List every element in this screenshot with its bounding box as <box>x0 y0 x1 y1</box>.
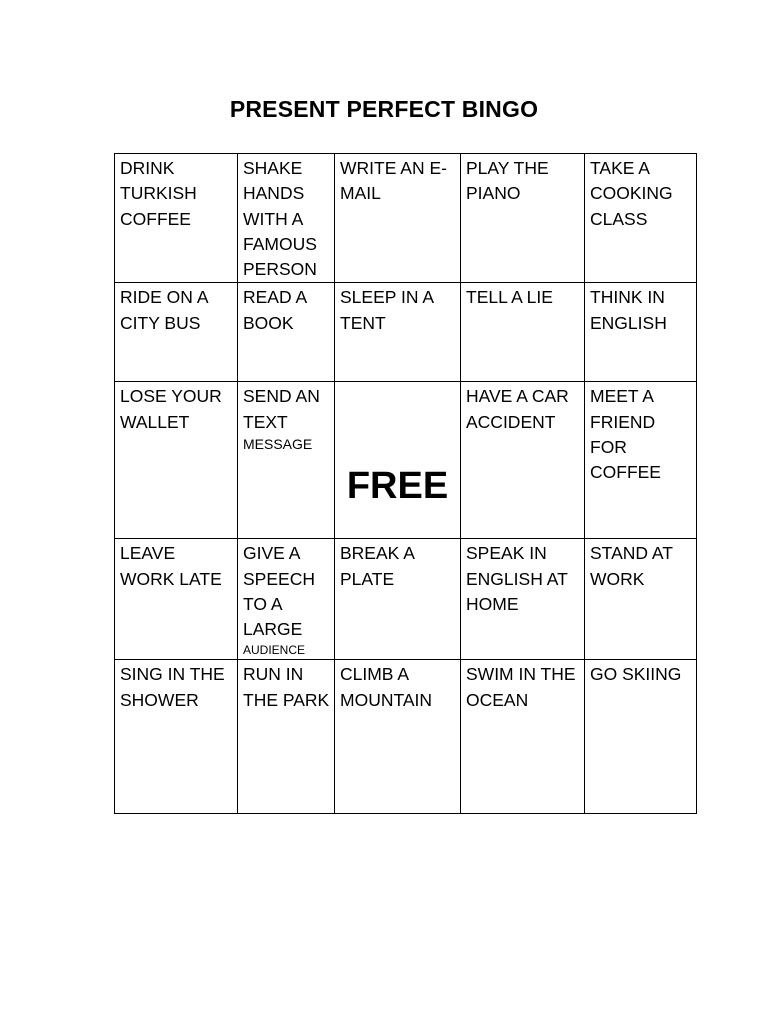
cell-text-small: AUDIENCE <box>243 642 306 657</box>
cell-text: READ A BOOK <box>243 287 307 333</box>
bingo-cell <box>115 283 238 382</box>
cell-text: SING IN THE SHOWER <box>120 664 225 710</box>
bingo-cell <box>115 382 238 539</box>
bingo-cell <box>461 382 585 539</box>
bingo-row-4 <box>115 539 697 660</box>
bingo-cell <box>335 283 461 382</box>
bingo-cell <box>585 154 697 283</box>
cell-text: RIDE ON A CITY BUS <box>120 287 208 333</box>
bingo-cell <box>585 539 697 660</box>
cell-text: SEND AN TEXT <box>243 386 320 432</box>
cell-text: WRITE AN E-MAIL <box>340 158 447 204</box>
cell-text: THINK IN ENGLISH <box>590 287 667 333</box>
bingo-cell <box>461 283 585 382</box>
bingo-cell <box>585 283 697 382</box>
bingo-cell <box>238 283 335 382</box>
cell-text: GO SKIING <box>590 664 682 685</box>
bingo-cell <box>585 382 697 539</box>
bingo-cell <box>335 539 461 660</box>
bingo-cell <box>461 660 585 814</box>
bingo-cell <box>115 660 238 814</box>
bingo-cell <box>335 660 461 814</box>
cell-text: HAVE A CAR ACCIDENT <box>466 386 569 432</box>
bingo-cell <box>461 154 585 283</box>
bingo-row-2 <box>115 283 697 382</box>
free-label: FREE <box>346 465 449 508</box>
cell-text: BREAK A PLATE <box>340 543 414 589</box>
cell-text: SHAKE HANDS WITH A FAMOUS PERSON <box>243 158 317 280</box>
bingo-cell <box>585 660 697 814</box>
cell-text: LOSE YOUR WALLET <box>120 386 222 432</box>
bingo-cell <box>115 154 238 283</box>
bingo-row-5 <box>115 660 697 814</box>
cell-text: SWIM IN THE OCEAN <box>466 664 576 710</box>
cell-text: SLEEP IN A TENT <box>340 287 434 333</box>
free-cell <box>335 382 461 539</box>
cell-text: RUN IN THE PARK <box>243 664 330 710</box>
cell-text: PLAY THE PIANO <box>466 158 549 204</box>
cell-text: LEAVE WORK LATE <box>120 543 222 589</box>
cell-text: CLIMB A MOUNTAIN <box>340 664 433 710</box>
bingo-cell <box>461 539 585 660</box>
bingo-row-3 <box>115 382 697 539</box>
bingo-card <box>114 153 697 814</box>
cell-text: SPEAK IN ENGLISH AT HOME <box>466 543 568 615</box>
cell-text: MEET A FRIEND FOR COFFEE <box>590 386 661 483</box>
bingo-cell <box>115 539 238 660</box>
bingo-cell <box>238 154 335 283</box>
bingo-cell <box>335 154 461 283</box>
page-title: PRESENT PERFECT BINGO <box>229 96 539 122</box>
bingo-cell <box>238 382 335 539</box>
cell-text: DRINK TURKISH COFFEE <box>120 158 197 229</box>
bingo-row-1 <box>115 154 697 283</box>
bingo-cell <box>238 539 335 660</box>
cell-text: TAKE A COOKING CLASS <box>590 158 673 229</box>
bingo-cell <box>238 660 335 814</box>
cell-text: TELL A LIE <box>466 287 553 308</box>
cell-text-small: MESSAGE <box>243 436 313 453</box>
cell-text: GIVE A SPEECH TO A LARGE <box>243 543 315 640</box>
cell-text: STAND AT WORK <box>590 543 673 589</box>
